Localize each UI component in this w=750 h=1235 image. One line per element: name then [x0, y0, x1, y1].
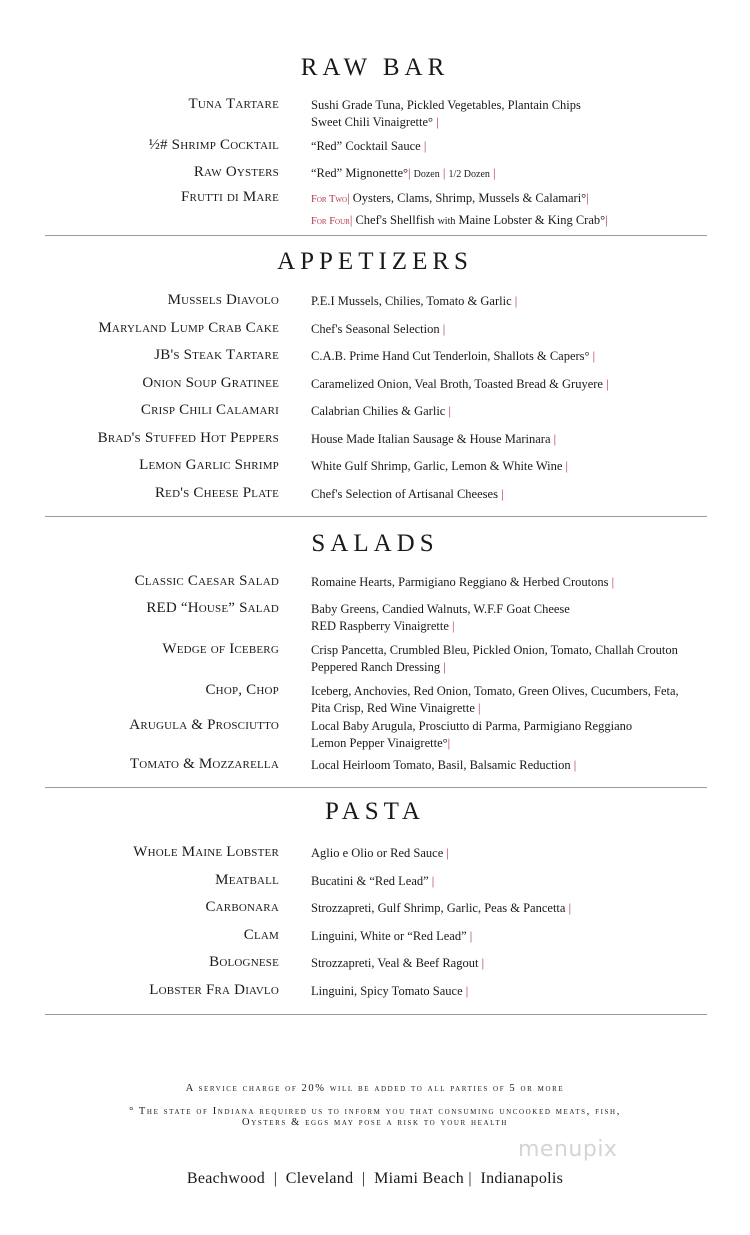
item-name: Frutti di Mare [181, 189, 279, 205]
item-name: Wedge of Iceberg [162, 641, 279, 657]
item-description: Caramelized Onion, Veal Broth, Toasted Bread & Gruyere | [311, 377, 609, 391]
item-name: Red's Cheese Plate [154, 485, 279, 501]
location: Miami Beach [374, 1170, 465, 1187]
section-divider [45, 516, 707, 517]
item-description: House Made Italian Sausage & House Marinara | [311, 432, 557, 446]
item-description: Chef's Seasonal Selection | [311, 322, 446, 336]
item-description: Local Baby Arugula, Prosciutto di Parma, Parmigiano Reggiano Lemon Pepper Vinaigrette°| [311, 719, 633, 750]
item-name: Bolognese [209, 954, 279, 970]
item-description: Calabrian Chilies & Garlic | [311, 404, 451, 418]
item-name: Classic Caesar Salad [134, 573, 279, 589]
item-description: Crisp Pancetta, Crumbled Bleu, Pickled Onion, Tomato, Challah Crouton Peppered Ranch Dressing | [311, 643, 678, 674]
item-name: Arugula & Prosciutto [129, 717, 279, 733]
item-description: Baby Greens, Candied Walnuts, W.F.F Goat Cheese RED Raspberry Vinaigrette | [311, 602, 570, 633]
item-description: Linguini, White or “Red Lead” | [311, 929, 473, 943]
item-name: Maryland Lump Crab Cake [98, 320, 279, 336]
item-description: C.A.B. Prime Hand Cut Tenderloin, Shallots & Capers° | [311, 349, 596, 363]
item-name: Raw Oysters [193, 164, 279, 180]
item-description: Aglio e Olio or Red Sauce | [311, 846, 449, 860]
item-description: Chef's Selection of Artisanal Cheeses | [311, 487, 504, 501]
location: Beachwood [186, 1170, 266, 1187]
section-divider [45, 235, 707, 236]
item-description: “Red” Cocktail Sauce | [311, 139, 427, 153]
item-description: Local Heirloom Tomato, Basil, Balsamic Reduction | [311, 758, 577, 772]
item-description: Bucatini & “Red Lead” | [311, 874, 435, 888]
item-name: Tomato & Mozzarella [129, 756, 279, 772]
item-description: Strozzapreti, Veal & Beef Ragout | [311, 956, 485, 970]
health-disclaimer: ° The state of Indiana required us to inform you that consuming uncooked meats, fish, Oysters & eggs may pose a risk to your health [129, 1106, 621, 1128]
item-name: Crisp Chili Calamari [140, 402, 279, 418]
item-name: Brad's Stuffed Hot Peppers [97, 430, 279, 446]
section-title-raw-bar: RAW BAR [300, 54, 450, 81]
item-name: RED “House” Salad [146, 600, 279, 616]
service-charge-note: A service charge of 20% will be added to all parties of 5 or more [185, 1083, 565, 1094]
item-description: Romaine Hearts, Parmigiano Reggiano & Herbed Croutons | [311, 575, 615, 589]
location: Indianapolis [480, 1170, 564, 1187]
section-title-pasta: PASTA [325, 798, 425, 825]
section-divider [45, 787, 707, 788]
item-name: Tuna Tartare [188, 96, 279, 112]
item-description: P.E.I Mussels, Chilies, Tomato & Garlic | [311, 294, 518, 308]
item-name: Clam [243, 927, 279, 943]
item-description: Strozzapreti, Gulf Shrimp, Garlic, Peas & Pancetta | [311, 901, 572, 915]
item-description: Sushi Grade Tuna, Pickled Vegetables, Plantain Chips Sweet Chili Vinaigrette° | [311, 98, 581, 129]
item-name: Onion Soup Gratinee [142, 375, 279, 391]
item-name: Lobster Fra Diavlo [149, 982, 279, 998]
item-name: Lemon Garlic Shrimp [139, 457, 279, 473]
section-title-salads: SALADS [311, 530, 439, 557]
item-description: Iceberg, Anchovies, Red Onion, Tomato, Green Olives, Cucumbers, Feta, Pita Crisp, Red Wine Vinaigrette | [311, 684, 679, 715]
section-divider [45, 1014, 707, 1015]
item-description: White Gulf Shrimp, Garlic, Lemon & White Wine | [311, 459, 569, 473]
watermark-logo: menupix [518, 1137, 618, 1162]
item-name: Whole Maine Lobster [133, 844, 279, 860]
item-description: “Red” Mignonette°| Dozen | 1/2 Dozen | [311, 166, 496, 180]
item-name: Carbonara [205, 899, 279, 915]
item-name: Mussels Diavolo [167, 292, 279, 308]
item-name: Chop, Chop [205, 682, 279, 698]
item-description: For Two| Oysters, Clams, Shrimp, Mussels & Calamari°| For Four| Chef's Shellfish with Maine Lobster & King Crab°| [311, 191, 608, 227]
item-name: ½# Shrimp Cocktail [148, 137, 279, 153]
locations-footer: Beachwood | Cleveland | Miami Beach | Indianapolis [186, 1170, 564, 1187]
section-title-appetizers: APPETIZERS [277, 248, 473, 275]
item-name: JB's Steak Tartare [154, 347, 279, 363]
item-name: Meatball [215, 872, 279, 888]
item-description: Linguini, Spicy Tomato Sauce | [311, 984, 469, 998]
location: Cleveland [285, 1170, 354, 1187]
